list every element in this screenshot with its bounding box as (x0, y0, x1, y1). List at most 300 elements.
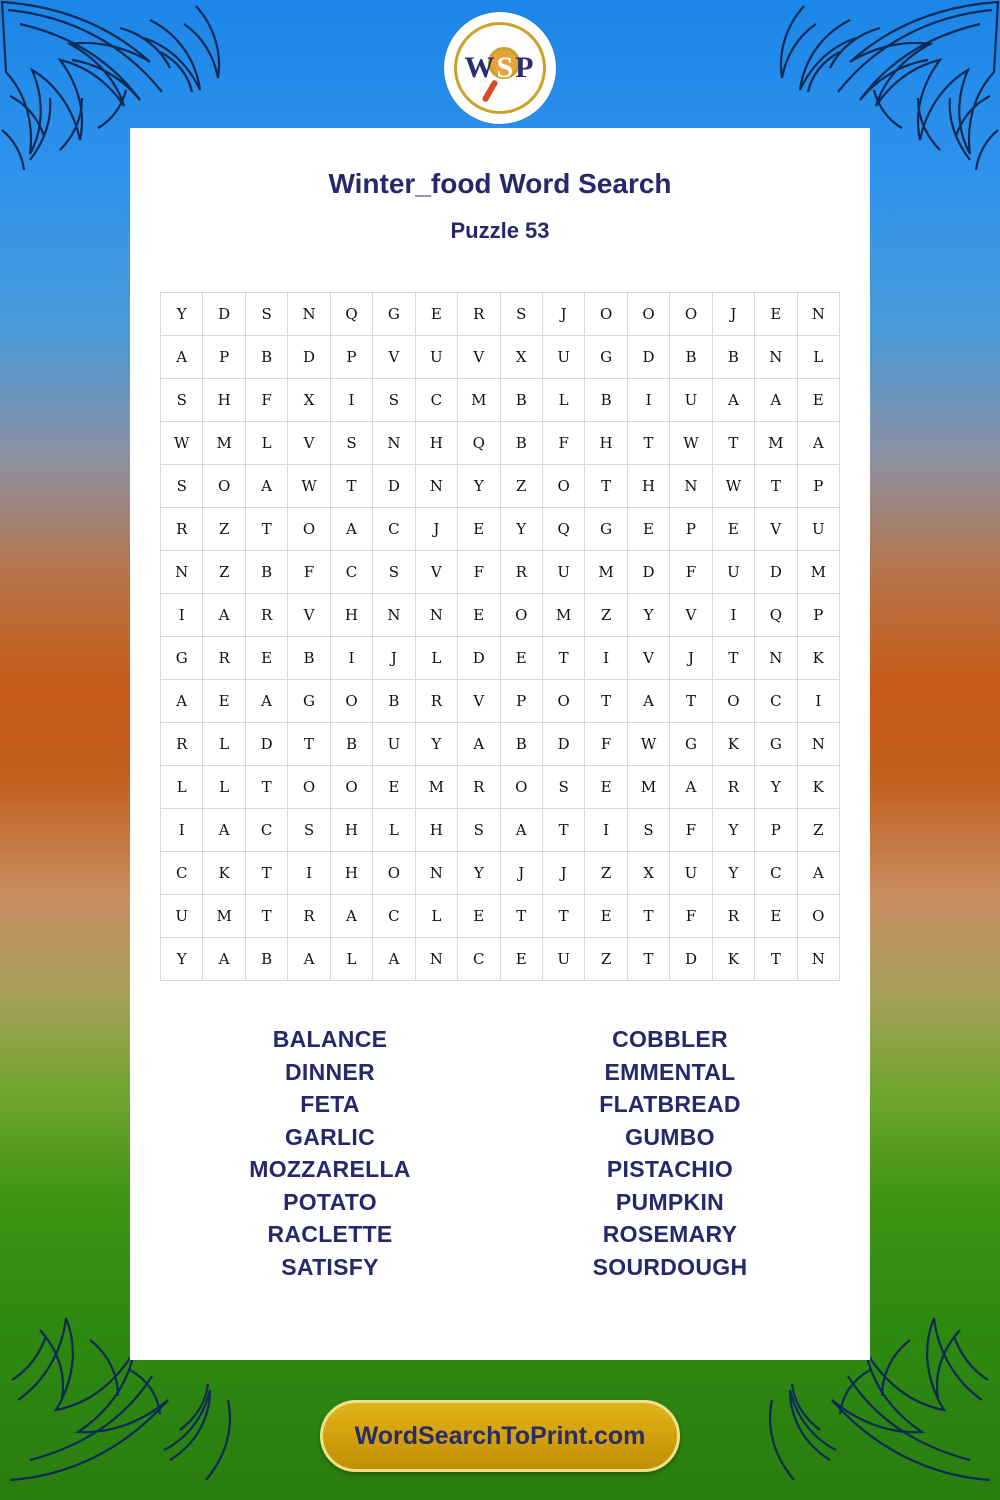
grid-cell[interactable]: T (542, 637, 584, 680)
grid-cell[interactable]: U (542, 938, 584, 981)
grid-cell[interactable]: K (712, 938, 754, 981)
grid-cell[interactable]: C (415, 379, 457, 422)
word-list (170, 1023, 830, 1283)
grid-cell[interactable]: I (330, 379, 372, 422)
grid-cell[interactable]: G (670, 723, 712, 766)
grid-cell[interactable]: A (330, 895, 372, 938)
grid-cell[interactable]: H (415, 422, 457, 465)
grid-cell[interactable]: O (627, 293, 669, 336)
grid-cell[interactable]: D (288, 336, 330, 379)
grid-cell[interactable]: M (755, 422, 797, 465)
grid-cell[interactable]: V (458, 336, 500, 379)
grid-cell[interactable]: E (712, 508, 754, 551)
grid-row (161, 766, 840, 809)
grid-cell[interactable]: R (415, 680, 457, 723)
grid-cell[interactable]: N (797, 723, 839, 766)
grid-cell[interactable]: T (755, 465, 797, 508)
grid-cell[interactable]: S (373, 551, 415, 594)
grid-cell[interactable]: I (161, 594, 203, 637)
grid-cell[interactable]: I (797, 680, 839, 723)
grid-cell[interactable]: D (627, 551, 669, 594)
grid-cell[interactable]: M (203, 422, 245, 465)
grid-cell[interactable]: T (542, 809, 584, 852)
word-list-column-left (170, 1023, 490, 1283)
grid-cell[interactable]: C (330, 551, 372, 594)
grid-cell[interactable]: U (670, 379, 712, 422)
word-list-item: PISTACHIO (606, 1156, 734, 1182)
grid-cell[interactable]: I (712, 594, 754, 637)
grid-cell[interactable]: V (288, 594, 330, 637)
grid-cell[interactable]: N (288, 293, 330, 336)
logo-letter-left: W (464, 51, 497, 84)
grid-row (161, 895, 840, 938)
grid-row (161, 852, 840, 895)
website-label: WordSearchToPrint.com (354, 1421, 646, 1450)
grid-cell[interactable]: N (415, 938, 457, 981)
grid-cell[interactable]: T (712, 637, 754, 680)
grid-cell[interactable]: Y (712, 809, 754, 852)
grid-cell[interactable]: E (245, 637, 287, 680)
word-list-item: GARLIC (285, 1123, 375, 1150)
grid-cell[interactable]: N (415, 465, 457, 508)
grid-cell[interactable]: O (542, 465, 584, 508)
grid-cell[interactable]: N (670, 465, 712, 508)
grid-cell[interactable]: W (161, 422, 203, 465)
grid-cell[interactable]: B (245, 336, 287, 379)
grid-cell[interactable]: N (373, 422, 415, 465)
grid-cell[interactable]: N (415, 852, 457, 895)
grid-cell[interactable]: E (203, 680, 245, 723)
grid-cell[interactable]: O (670, 293, 712, 336)
grid-cell[interactable]: P (755, 809, 797, 852)
grid-cell[interactable]: M (415, 766, 457, 809)
grid-cell[interactable]: X (500, 336, 542, 379)
grid-cell[interactable]: L (797, 336, 839, 379)
grid-cell[interactable]: C (755, 852, 797, 895)
grid-cell[interactable]: E (627, 508, 669, 551)
grid-cell[interactable]: C (245, 809, 287, 852)
grid-cell[interactable]: E (585, 895, 627, 938)
word-list-item: SATISFY (281, 1253, 379, 1280)
grid-cell[interactable]: F (670, 551, 712, 594)
grid-cell[interactable]: Q (542, 508, 584, 551)
grid-cell[interactable]: R (161, 723, 203, 766)
grid-cell[interactable]: M (458, 379, 500, 422)
grid-cell[interactable]: S (373, 379, 415, 422)
grid-cell[interactable]: I (585, 637, 627, 680)
grid-cell[interactable]: H (330, 852, 372, 895)
grid-cell[interactable]: A (797, 852, 839, 895)
grid-cell[interactable]: T (670, 680, 712, 723)
grid-cell[interactable]: B (500, 422, 542, 465)
word-list-item: BALANCE (272, 1026, 388, 1052)
grid-cell[interactable]: K (797, 766, 839, 809)
grid-cell[interactable]: H (585, 422, 627, 465)
grid-cell[interactable]: O (373, 852, 415, 895)
grid-cell[interactable]: U (712, 551, 754, 594)
grid-cell[interactable]: B (500, 723, 542, 766)
grid-cell[interactable]: R (712, 895, 754, 938)
grid-cell[interactable]: S (458, 809, 500, 852)
grid-cell[interactable]: M (585, 551, 627, 594)
grid-cell[interactable]: Q (458, 422, 500, 465)
grid-cell[interactable]: R (203, 637, 245, 680)
word-search-grid[interactable] (160, 292, 840, 981)
grid-cell[interactable]: U (542, 551, 584, 594)
grid-cell[interactable]: N (755, 637, 797, 680)
grid-cell[interactable]: E (373, 766, 415, 809)
grid-cell[interactable]: C (161, 852, 203, 895)
grid-cell[interactable]: Y (161, 938, 203, 981)
grid-cell[interactable]: H (330, 809, 372, 852)
grid-cell[interactable]: T (627, 422, 669, 465)
grid-cell[interactable]: P (330, 336, 372, 379)
grid-cell[interactable]: J (500, 852, 542, 895)
grid-cell[interactable]: D (373, 465, 415, 508)
grid-cell[interactable]: E (755, 293, 797, 336)
grid-cell[interactable]: H (203, 379, 245, 422)
grid-cell[interactable]: Y (712, 852, 754, 895)
grid-cell[interactable]: T (245, 852, 287, 895)
grid-cell[interactable]: Z (500, 465, 542, 508)
word-list-item: FLATBREAD (599, 1091, 741, 1117)
grid-cell[interactable]: H (627, 465, 669, 508)
grid-cell[interactable]: Y (458, 465, 500, 508)
grid-cell[interactable]: J (373, 637, 415, 680)
grid-cell[interactable]: G (585, 336, 627, 379)
grid-cell[interactable]: I (330, 637, 372, 680)
grid-cell[interactable]: S (330, 422, 372, 465)
logo-letters (464, 51, 535, 85)
grid-cell[interactable]: A (203, 938, 245, 981)
grid-cell[interactable]: Z (585, 938, 627, 981)
grid-cell[interactable]: R (288, 895, 330, 938)
grid-cell[interactable]: M (203, 895, 245, 938)
grid-cell[interactable]: K (712, 723, 754, 766)
grid-cell[interactable]: R (161, 508, 203, 551)
logo-letter-right: P (515, 51, 536, 84)
grid-cell[interactable]: D (203, 293, 245, 336)
grid-cell[interactable]: X (627, 852, 669, 895)
grid-cell[interactable]: R (712, 766, 754, 809)
grid-cell[interactable]: W (670, 422, 712, 465)
grid-cell[interactable]: B (585, 379, 627, 422)
grid-cell[interactable]: E (755, 895, 797, 938)
grid-cell[interactable]: G (585, 508, 627, 551)
grid-cell[interactable]: L (203, 766, 245, 809)
grid-cell[interactable]: E (797, 379, 839, 422)
word-list-item: COBBLER (612, 1026, 728, 1052)
grid-cell[interactable]: F (245, 379, 287, 422)
grid-cell[interactable]: O (288, 766, 330, 809)
grid-cell[interactable]: R (458, 766, 500, 809)
grid-cell[interactable]: E (415, 293, 457, 336)
grid-cell[interactable]: G (288, 680, 330, 723)
grid-cell[interactable]: Q (330, 293, 372, 336)
grid-cell[interactable]: A (627, 680, 669, 723)
grid-cell[interactable]: B (330, 723, 372, 766)
grid-cell[interactable]: B (288, 637, 330, 680)
grid-cell[interactable]: D (627, 336, 669, 379)
word-list-item: RACLETTE (267, 1221, 393, 1247)
grid-cell[interactable]: K (797, 637, 839, 680)
grid-cell[interactable]: C (373, 895, 415, 938)
grid-cell[interactable]: D (542, 723, 584, 766)
grid-cell[interactable]: N (415, 594, 457, 637)
grid-cell[interactable]: A (245, 680, 287, 723)
grid-cell[interactable]: L (542, 379, 584, 422)
grid-cell[interactable]: Y (458, 852, 500, 895)
grid-cell[interactable]: J (415, 508, 457, 551)
word-list-item: DINNER (285, 1058, 375, 1085)
grid-cell[interactable]: T (245, 766, 287, 809)
grid-cell[interactable]: B (500, 379, 542, 422)
grid-cell[interactable]: H (415, 809, 457, 852)
grid-cell[interactable]: N (797, 938, 839, 981)
grid-cell[interactable]: M (542, 594, 584, 637)
grid-cell[interactable]: L (161, 766, 203, 809)
grid-cell[interactable]: S (161, 465, 203, 508)
grid-cell[interactable]: A (161, 680, 203, 723)
grid-cell[interactable]: Y (755, 766, 797, 809)
grid-cell[interactable]: D (245, 723, 287, 766)
grid-cell[interactable]: O (288, 508, 330, 551)
grid-cell[interactable]: C (373, 508, 415, 551)
grid-cell[interactable]: J (542, 852, 584, 895)
puzzle-page (130, 128, 870, 1360)
grid-cell[interactable]: F (585, 723, 627, 766)
grid-cell[interactable]: Q (755, 594, 797, 637)
grid-cell[interactable]: B (245, 938, 287, 981)
grid-cell[interactable]: T (585, 680, 627, 723)
website-button[interactable] (320, 1400, 680, 1472)
grid-cell[interactable]: Z (203, 508, 245, 551)
grid-row (161, 809, 840, 852)
grid-cell[interactable]: A (500, 809, 542, 852)
grid-cell[interactable]: F (288, 551, 330, 594)
grid-cell[interactable]: S (500, 293, 542, 336)
grid-row (161, 336, 840, 379)
grid-cell[interactable]: A (373, 938, 415, 981)
grid-row (161, 508, 840, 551)
grid-cell[interactable]: E (458, 895, 500, 938)
grid-cell[interactable]: I (161, 809, 203, 852)
grid-row (161, 379, 840, 422)
grid-cell[interactable]: A (330, 508, 372, 551)
grid-cell[interactable]: W (288, 465, 330, 508)
grid-cell[interactable]: Y (415, 723, 457, 766)
grid-cell[interactable]: F (458, 551, 500, 594)
grid-cell[interactable]: N (797, 293, 839, 336)
grid-cell[interactable]: A (755, 379, 797, 422)
grid-cell[interactable]: D (670, 938, 712, 981)
grid-cell[interactable]: V (670, 594, 712, 637)
word-list-column-right (510, 1023, 830, 1283)
grid-cell[interactable]: T (245, 895, 287, 938)
logo-circle (454, 22, 546, 114)
word-list-item: FETA (300, 1091, 360, 1117)
grid-cell[interactable]: U (797, 508, 839, 551)
grid-cell[interactable]: B (712, 336, 754, 379)
grid-cell[interactable]: A (797, 422, 839, 465)
word-list-item: GUMBO (625, 1123, 715, 1150)
grid-cell[interactable]: Y (500, 508, 542, 551)
grid-cell[interactable]: U (415, 336, 457, 379)
grid-cell[interactable]: R (245, 594, 287, 637)
grid-row (161, 422, 840, 465)
grid-cell[interactable]: O (500, 766, 542, 809)
word-list-item: ROSEMARY (602, 1221, 738, 1247)
grid-cell[interactable]: L (245, 422, 287, 465)
grid-cell[interactable]: T (500, 895, 542, 938)
grid-cell[interactable]: B (670, 336, 712, 379)
grid-row (161, 594, 840, 637)
grid-cell[interactable]: E (500, 637, 542, 680)
grid-cell[interactable]: Y (161, 293, 203, 336)
grid-cell[interactable]: P (500, 680, 542, 723)
grid-cell[interactable]: G (755, 723, 797, 766)
grid-cell[interactable]: L (330, 938, 372, 981)
grid-cell[interactable]: V (373, 336, 415, 379)
grid-cell[interactable]: F (670, 809, 712, 852)
word-list-item: SOURDOUGH (592, 1253, 748, 1280)
grid-cell[interactable]: M (627, 766, 669, 809)
grid-cell[interactable]: O (203, 465, 245, 508)
grid-cell[interactable]: U (161, 895, 203, 938)
grid-row (161, 680, 840, 723)
grid-cell[interactable]: L (373, 809, 415, 852)
site-logo (444, 12, 556, 124)
grid-cell[interactable]: S (161, 379, 203, 422)
grid-cell[interactable]: A (670, 766, 712, 809)
puzzle-number: Puzzle 53 (450, 218, 550, 243)
grid-cell[interactable]: O (330, 680, 372, 723)
grid-cell[interactable]: S (627, 809, 669, 852)
word-list-item: PUMPKIN (615, 1188, 725, 1215)
grid-cell[interactable]: K (203, 852, 245, 895)
grid-cell[interactable]: Y (627, 594, 669, 637)
grid-cell[interactable]: V (458, 680, 500, 723)
word-list-item: POTATO (283, 1188, 377, 1215)
grid-cell[interactable]: O (585, 293, 627, 336)
grid-cell[interactable]: P (797, 594, 839, 637)
grid-cell[interactable]: G (373, 293, 415, 336)
grid-cell[interactable]: I (288, 852, 330, 895)
grid-cell[interactable]: Z (797, 809, 839, 852)
grid-cell[interactable]: A (288, 938, 330, 981)
grid-cell[interactable]: E (458, 594, 500, 637)
grid-cell[interactable]: A (203, 809, 245, 852)
grid-cell[interactable]: T (288, 723, 330, 766)
logo-letter-middle: S (496, 51, 516, 84)
grid-cell[interactable]: N (755, 336, 797, 379)
grid-cell[interactable]: R (458, 293, 500, 336)
grid-cell[interactable]: T (627, 895, 669, 938)
grid-cell[interactable]: T (712, 422, 754, 465)
grid-cell[interactable]: F (542, 422, 584, 465)
grid-cell[interactable]: A (712, 379, 754, 422)
grid-cell[interactable]: E (500, 938, 542, 981)
grid-cell[interactable]: L (415, 637, 457, 680)
grid-cell[interactable]: M (797, 551, 839, 594)
grid-cell[interactable]: O (330, 766, 372, 809)
grid-cell[interactable]: B (245, 551, 287, 594)
grid-cell[interactable]: S (542, 766, 584, 809)
grid-cell[interactable]: L (415, 895, 457, 938)
grid-cell[interactable]: U (670, 852, 712, 895)
grid-cell[interactable]: E (585, 766, 627, 809)
grid-cell[interactable]: T (627, 938, 669, 981)
grid-row (161, 465, 840, 508)
grid-cell[interactable]: D (458, 637, 500, 680)
grid-cell[interactable]: B (373, 680, 415, 723)
grid-cell[interactable]: S (288, 809, 330, 852)
grid-cell[interactable]: V (755, 508, 797, 551)
grid-cell[interactable]: X (288, 379, 330, 422)
word-list-item: MOZZARELLA (249, 1156, 411, 1182)
grid-cell[interactable]: Z (585, 852, 627, 895)
grid-cell[interactable]: W (627, 723, 669, 766)
grid-cell[interactable]: V (627, 637, 669, 680)
grid-cell[interactable]: N (161, 551, 203, 594)
grid-cell[interactable]: O (712, 680, 754, 723)
grid-cell[interactable]: I (627, 379, 669, 422)
grid-cell[interactable]: V (288, 422, 330, 465)
grid-cell[interactable]: U (542, 336, 584, 379)
grid-cell[interactable]: C (755, 680, 797, 723)
grid-cell[interactable]: T (330, 465, 372, 508)
grid-cell[interactable]: A (161, 336, 203, 379)
grid-row (161, 938, 840, 981)
grid-cell[interactable]: Z (203, 551, 245, 594)
grid-cell[interactable]: W (712, 465, 754, 508)
grid-cell[interactable]: F (670, 895, 712, 938)
grid-cell[interactable]: T (542, 895, 584, 938)
grid-cell[interactable]: J (712, 293, 754, 336)
grid-cell[interactable]: I (585, 809, 627, 852)
grid-cell[interactable]: P (670, 508, 712, 551)
grid-row (161, 551, 840, 594)
grid-cell[interactable]: S (245, 293, 287, 336)
grid-cell[interactable]: J (542, 293, 584, 336)
grid-cell[interactable]: P (797, 465, 839, 508)
grid-row (161, 637, 840, 680)
grid-cell[interactable]: D (755, 551, 797, 594)
grid-cell[interactable]: N (373, 594, 415, 637)
grid-cell[interactable]: V (415, 551, 457, 594)
grid-cell[interactable]: A (245, 465, 287, 508)
grid-cell[interactable]: A (458, 723, 500, 766)
grid-cell[interactable]: O (500, 594, 542, 637)
grid-cell[interactable]: G (161, 637, 203, 680)
grid-cell[interactable]: R (500, 551, 542, 594)
grid-cell[interactable]: P (203, 336, 245, 379)
grid-cell[interactable]: T (245, 508, 287, 551)
grid-cell[interactable]: A (203, 594, 245, 637)
grid-cell[interactable]: J (670, 637, 712, 680)
grid-cell[interactable]: H (330, 594, 372, 637)
grid-cell[interactable]: Z (585, 594, 627, 637)
grid-cell[interactable]: T (755, 938, 797, 981)
grid-cell[interactable]: E (458, 508, 500, 551)
grid-cell[interactable]: C (458, 938, 500, 981)
grid-cell[interactable]: O (542, 680, 584, 723)
grid-row (161, 723, 840, 766)
grid-cell[interactable]: L (203, 723, 245, 766)
grid-cell[interactable]: O (797, 895, 839, 938)
grid-cell[interactable]: T (585, 465, 627, 508)
grid-cell[interactable]: U (373, 723, 415, 766)
